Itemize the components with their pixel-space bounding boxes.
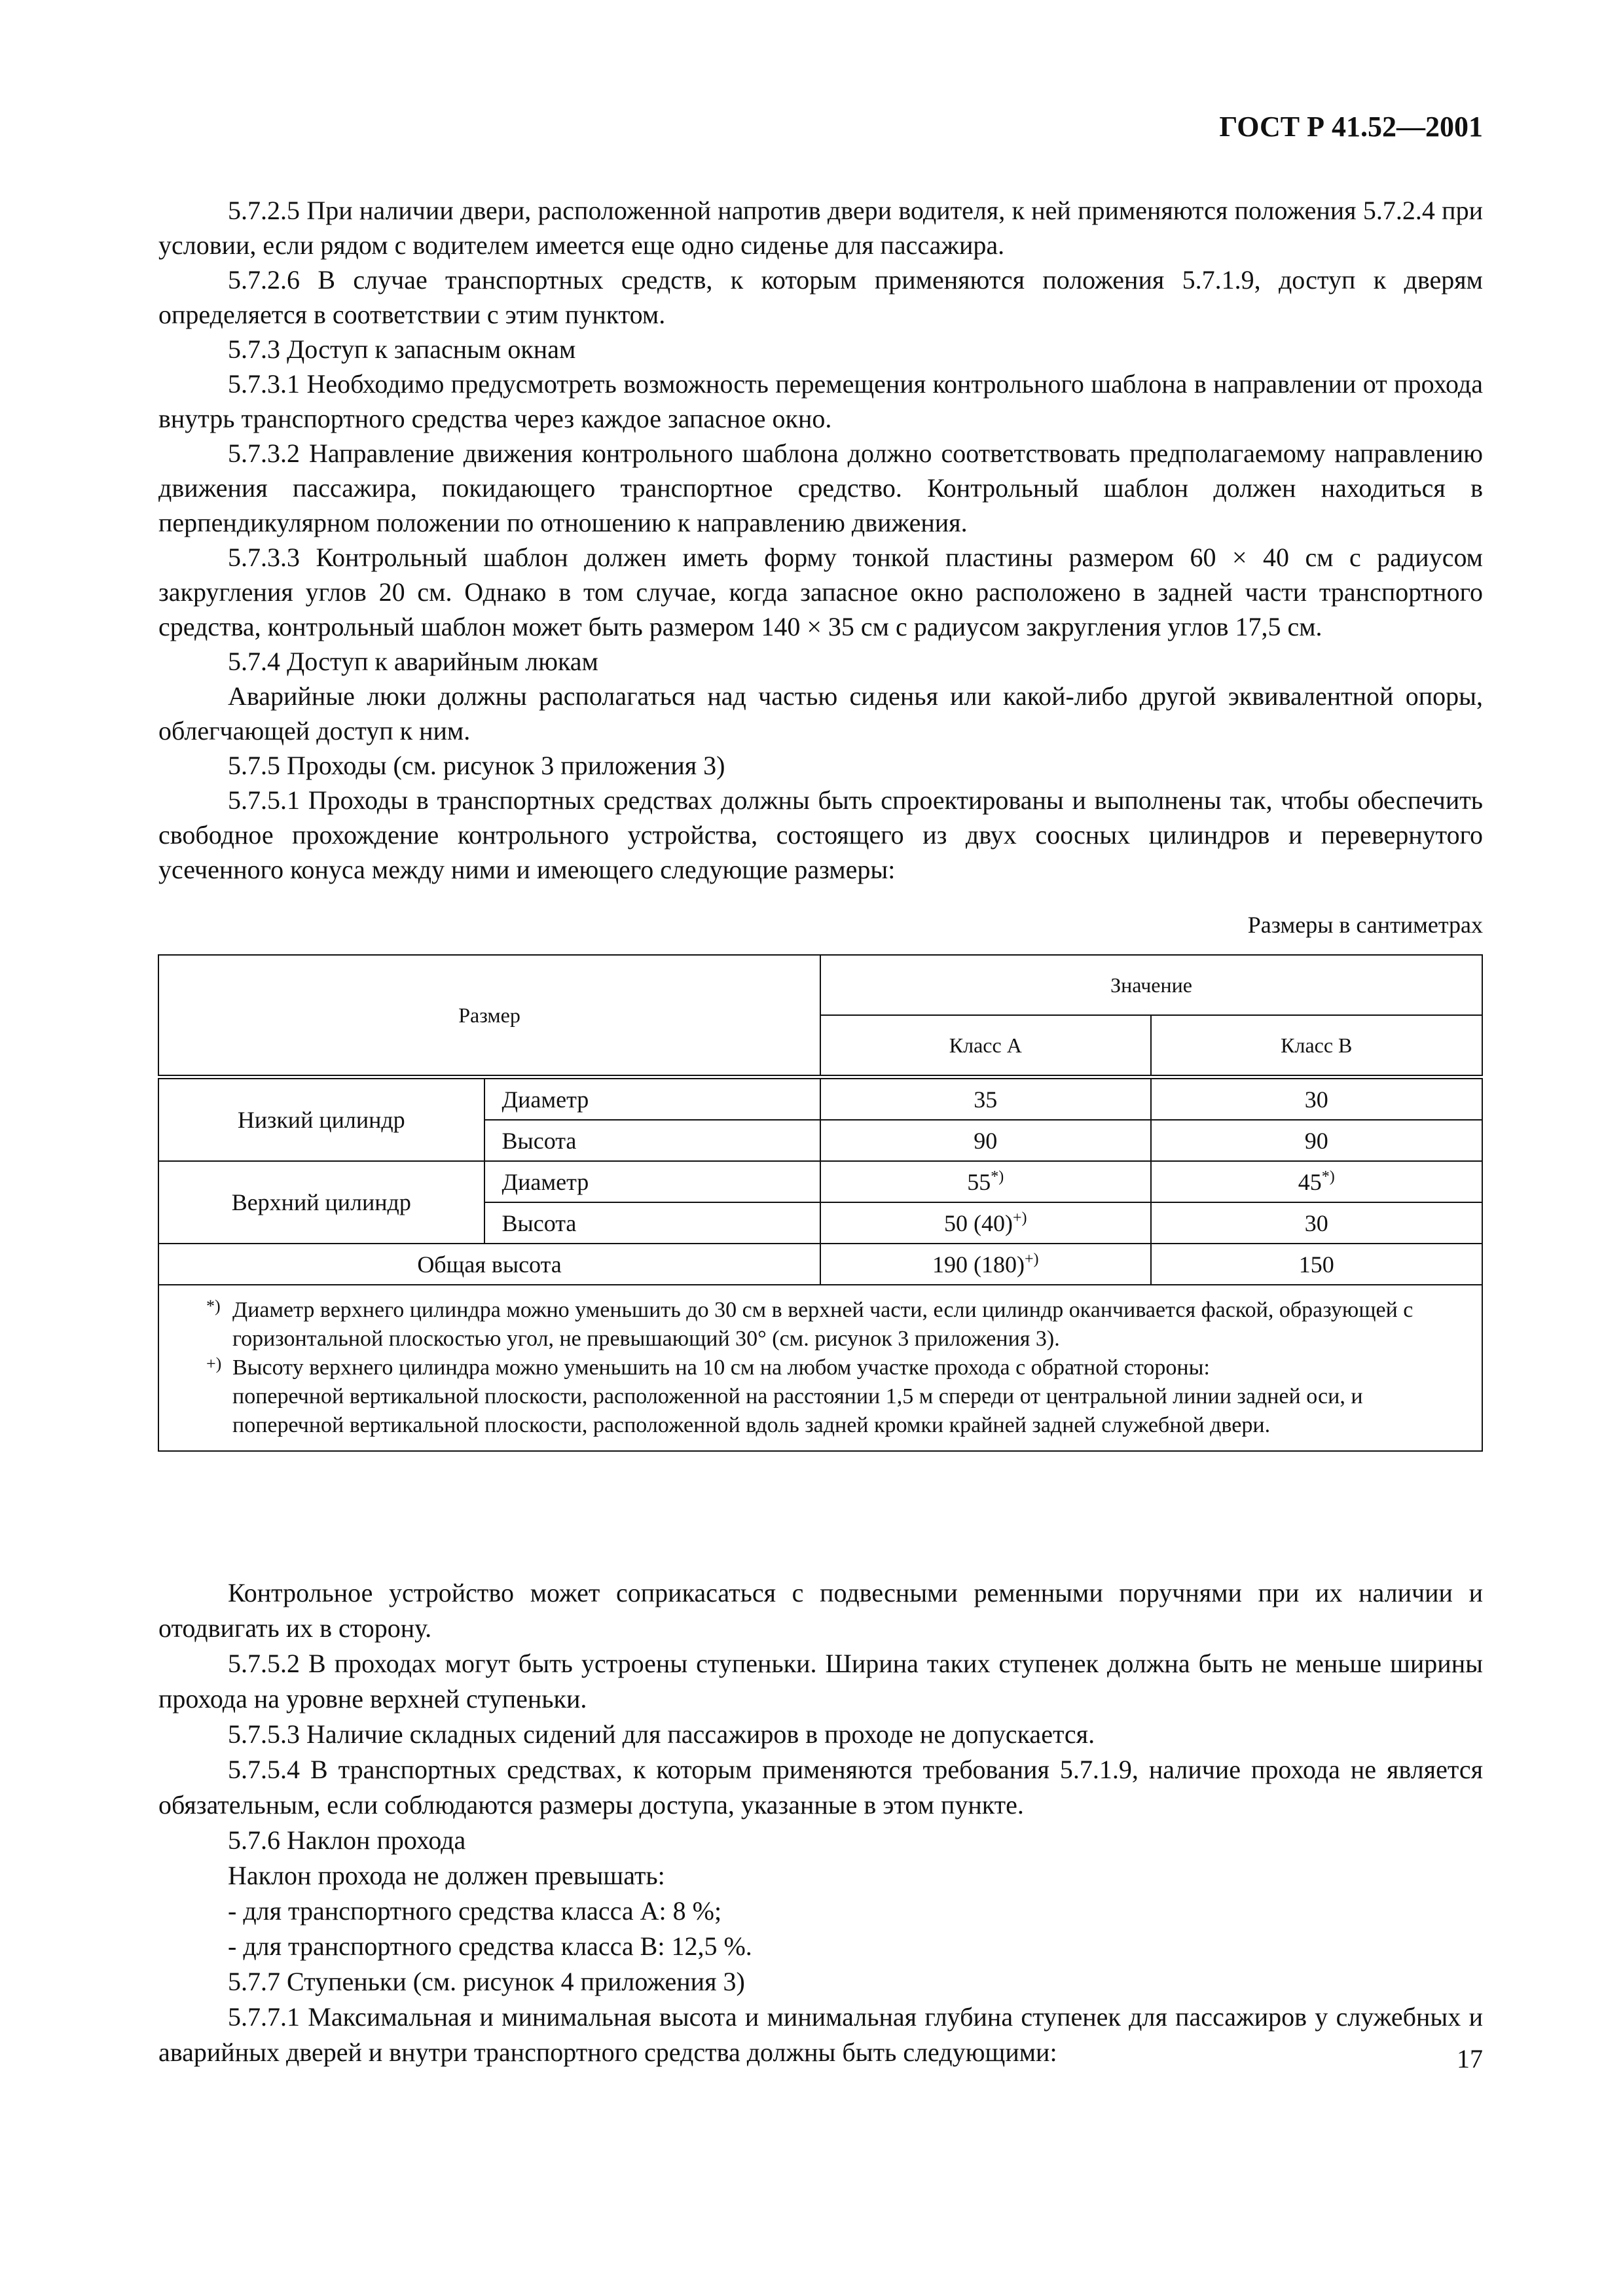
footnote-text: Высоту верхнего цилиндра можно уменьшить на 10 см на любом участке прохода с обратной стороны: xyxy=(232,1355,1210,1380)
paragraph: Аварийные люки должны располагаться над частью сиденья или какой-либо другой эквивалентной опоры, облегчающей доступ к ним. xyxy=(158,681,1483,745)
cell-class-b: 30 xyxy=(1151,1202,1482,1244)
footnote-mark: *) xyxy=(991,1168,1004,1185)
paragraph: 5.7.5.2 В проходах могут быть устроены ступеньки. Ширина таких ступенек должна быть не меньше ширины прохода на уровне верхней ступеньки. xyxy=(158,1649,1483,1713)
cell-class-a xyxy=(820,1161,1150,1202)
cell-class-b xyxy=(1151,1161,1482,1202)
cell-class-a: 90 xyxy=(820,1120,1150,1161)
footnote xyxy=(206,1296,1478,1354)
table-footnotes xyxy=(158,1285,1482,1451)
header-class-a: Класс А xyxy=(820,1015,1150,1077)
header-size: Размер xyxy=(158,955,820,1077)
document-code: ГОСТ Р 41.52—2001 xyxy=(1219,111,1483,143)
total-label: Общая высота xyxy=(158,1244,820,1285)
cell-class-a xyxy=(820,1202,1150,1244)
paragraph: 5.7.3.3 Контрольный шаблон должен иметь форму тонкой пластины размером 60 × 40 см с радиусом закругления углов 20 см. Однако в том случае, когда запасное окно расположено в задней части транспортного средства, контрольный шаблон может быть размером 140 × 35 см с радиусом закругления углов 17,5 см. xyxy=(158,543,1483,641)
paragraph: 5.7.3.2 Направление движения контрольного шаблона должно соответствовать предполагаемому направлению движения пассажира, покидающего транспортное средство. Контрольный шаблон должен находиться в перпендикулярном положении по отношению к направлению движения. xyxy=(158,439,1483,537)
text-block-bottom xyxy=(158,1575,1483,2070)
cell-class-a: 35 xyxy=(820,1077,1150,1121)
row-group: Верхний цилиндр xyxy=(158,1161,484,1244)
footnote-mark: +) xyxy=(206,1354,222,1373)
paragraph: 5.7.2.6 В случае транспортных средств, к которым применяются положения 5.7.1.9, доступ к дверям определяется в соответствии с этим пунктом. xyxy=(158,265,1483,329)
footnote-mark: +) xyxy=(1025,1250,1039,1268)
table-units-caption: Размеры в сантиметрах xyxy=(1247,912,1483,938)
paragraph: 5.7.7.1 Максимальная и минимальная высота и минимальная глубина ступенек для пассажиров у служебных и аварийных дверей и внутри транспортного средства должны быть следующими: xyxy=(158,2002,1483,2067)
row-param: Высота xyxy=(484,1202,821,1244)
footnote xyxy=(206,1354,1478,1382)
header-value: Значение xyxy=(820,955,1482,1015)
paragraph: Контрольное устройство может соприкасаться с подвесными ременными поручнями при их наличии и отодвигать их в сторону. xyxy=(158,1578,1483,1643)
paragraph: 5.7.4 Доступ к аварийным люкам xyxy=(228,647,598,676)
table-row xyxy=(158,1077,1482,1121)
cell-class-b: 30 xyxy=(1151,1077,1482,1121)
table-row xyxy=(158,1161,1482,1202)
paragraph: 5.7.2.5 При наличии двери, расположенной напротив двери водителя, к ней применяются положения 5.7.2.4 при условии, если рядом с водителем имеется еще одно сиденье для пассажира. xyxy=(158,196,1483,260)
paragraph: 5.7.5.4 В транспортных средствах, к которым применяются требования 5.7.1.9, наличие прохода не является обязательным, если соблюдаются размеры доступа, указанные в этом пункте. xyxy=(158,1755,1483,1820)
value: 50 (40) xyxy=(944,1210,1013,1236)
footnote-text: поперечной вертикальной плоскости, расположенной на расстоянии 1,5 м спереди от центральной линии задней оси, и xyxy=(232,1384,1363,1408)
value: 45 xyxy=(1298,1168,1322,1195)
footnote-mark: *) xyxy=(206,1297,221,1316)
paragraph: 5.7.3 Доступ к запасным окнам xyxy=(228,334,576,364)
row-param: Высота xyxy=(484,1120,821,1161)
paragraph: 5.7.5 Проходы (см. рисунок 3 приложения 3) xyxy=(228,751,725,780)
value: 55 xyxy=(967,1168,991,1195)
header-class-b: Класс В xyxy=(1151,1015,1482,1077)
page-number: 17 xyxy=(1457,2044,1483,2073)
row-param: Диаметр xyxy=(484,1077,821,1121)
paragraph: 5.7.6 Наклон прохода xyxy=(228,1825,466,1855)
row-group: Низкий цилиндр xyxy=(158,1077,484,1162)
dimensions-table xyxy=(158,954,1483,1452)
cell-class-a xyxy=(820,1244,1150,1285)
table-row-total xyxy=(158,1244,1482,1285)
paragraph: 5.7.7 Ступеньки (см. рисунок 4 приложения 3) xyxy=(228,1967,745,1996)
footnote-text: Диаметр верхнего цилиндра можно уменьшить до 30 см в верхней части, если цилиндр оканчивается фаской, образующей с горизонтальной плоскостью угол, не превышающий 30° (см. рисунок 3 приложения 3). xyxy=(232,1298,1413,1351)
text-block-top xyxy=(158,193,1483,887)
row-param: Диаметр xyxy=(484,1161,821,1202)
paragraph: 5.7.5.3 Наличие складных сидений для пассажиров в проходе не допускается. xyxy=(228,1719,1095,1749)
paragraph: - для транспортного средства класса А: 8 %; xyxy=(228,1896,722,1926)
footnote-mark: +) xyxy=(1013,1209,1027,1227)
value: 190 (180) xyxy=(932,1251,1025,1278)
paragraph: - для транспортного средства класса В: 12,5 %. xyxy=(228,1931,752,1961)
footnote-text: поперечной вертикальной плоскости, расположенной вдоль задней кромки крайней задней служебной двери. xyxy=(232,1413,1271,1437)
paragraph: 5.7.5.1 Проходы в транспортных средствах должны быть спроектированы и выполнены так, чтобы обеспечить свободное прохождение контрольного устройства, состоящего из двух соосных цилиндров и перевернутого усеченного конуса между ними и имеющего следующие размеры: xyxy=(158,785,1483,884)
cell-class-b: 150 xyxy=(1151,1244,1482,1285)
paragraph: Наклон прохода не должен превышать: xyxy=(228,1861,665,1890)
footnote-mark: *) xyxy=(1321,1168,1335,1185)
paragraph: 5.7.3.1 Необходимо предусмотреть возможность перемещения контрольного шаблона в направлении от прохода внутрь транспортного средства через каждое запасное окно. xyxy=(158,369,1483,433)
cell-class-b: 90 xyxy=(1151,1120,1482,1161)
